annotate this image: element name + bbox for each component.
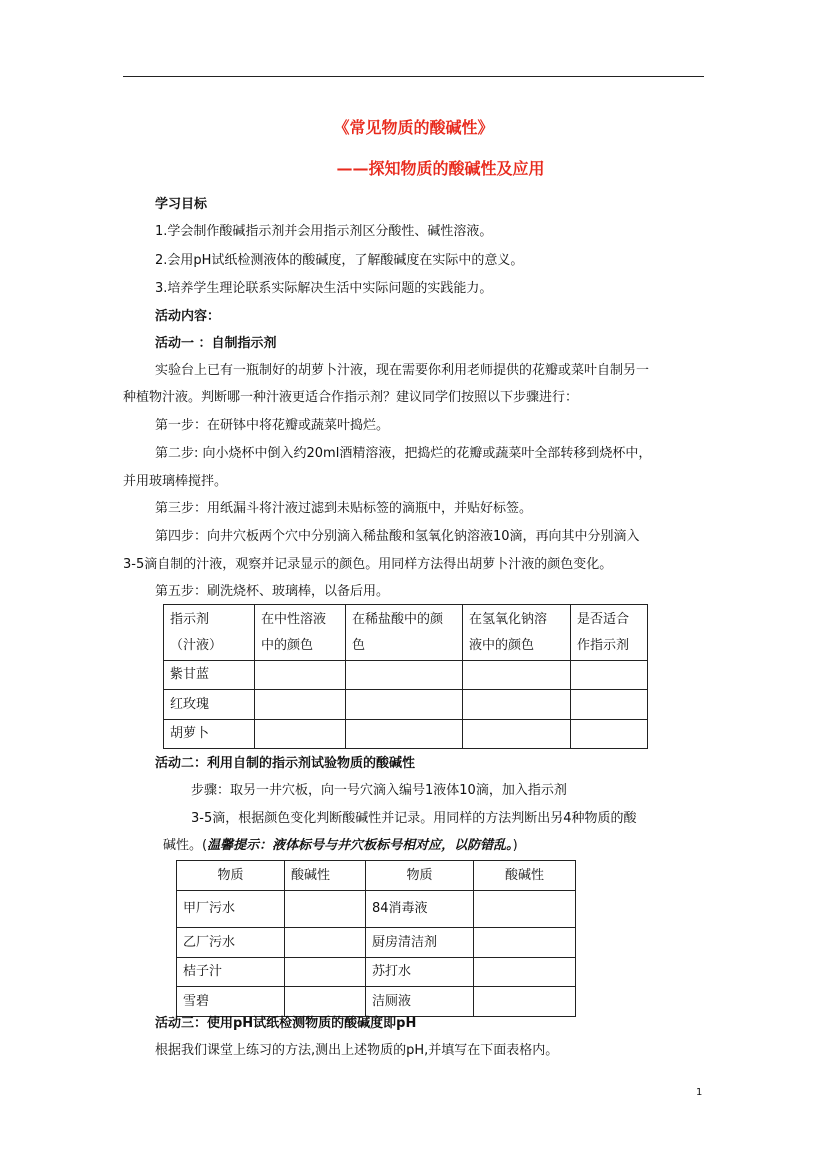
table-row	[164, 690, 648, 720]
activity-2-heading: 活动二：利用自制的指示剂试验物质的酸碱性	[155, 756, 416, 771]
indicator-table-header	[164, 605, 648, 661]
empty-cell	[255, 690, 346, 720]
header-substance-right: 物质	[366, 861, 474, 891]
table-row	[164, 720, 648, 749]
header-hcl-line-2: 色	[352, 638, 366, 653]
substance-right: 84消毒液	[366, 891, 474, 928]
header-substance-left: 物质	[177, 861, 285, 891]
activity-1-intro-line-1: 实验台上已有一瓶制好的胡萝卜汁液，现在需要你利用老师提供的花瓣或菜叶自制另一	[155, 363, 650, 378]
activity-2-para-end: )	[512, 838, 518, 853]
header-indicator-line-2: （汁液）	[170, 638, 223, 653]
substance-table	[176, 860, 576, 1017]
substance-table-header	[177, 861, 576, 891]
substance-right: 苏打水	[366, 958, 474, 987]
content-heading: 活动内容：	[155, 309, 221, 324]
table-row	[177, 891, 576, 928]
substance-right: 洁厕液	[366, 987, 474, 1017]
empty-cell	[285, 987, 366, 1017]
activity-2-para-start: 碱性。(	[163, 838, 208, 853]
step-2-line-1: 第二步: 向小烧杯中倒入约20ml酒精溶液，把捣烂的花瓣或蔬菜叶全部转移到烧杯中，	[155, 446, 652, 461]
step-3: 第三步：用纸漏斗将汁液过滤到未贴标签的滴瓶中，并贴好标签。	[155, 501, 533, 516]
indicator-table	[163, 604, 648, 749]
empty-cell	[346, 661, 463, 690]
empty-cell	[346, 690, 463, 720]
header-naoh	[463, 605, 571, 661]
step-5: 第五步：刷洗烧杯、玻璃棒，以备后用。	[155, 584, 390, 599]
empty-cell	[285, 928, 366, 958]
header-acidity-left: 酸碱性	[285, 861, 366, 891]
empty-cell	[474, 987, 576, 1017]
document-title: 《常见物质的酸碱性》	[333, 118, 494, 137]
empty-cell	[571, 720, 648, 749]
step-2-line-2: 并用玻璃棒搅拌。	[123, 474, 228, 489]
header-hcl	[346, 605, 463, 661]
activity-2-para-line-1: 步骤：取另一井穴板，向一号穴滴入编号1液体10滴，加入指示剂	[191, 783, 567, 798]
activity-2-para-line-2: 3-5滴，根据颜色变化判断酸碱性并记录。用同样的方法判断出另4种物质的酸	[191, 811, 637, 826]
table-row	[177, 987, 576, 1017]
empty-cell	[463, 720, 571, 749]
table-row	[177, 958, 576, 987]
empty-cell	[255, 720, 346, 749]
empty-cell	[474, 928, 576, 958]
header-neutral-line-1: 在中性溶液	[261, 612, 327, 627]
header-indicator-line-1: 指示剂	[170, 612, 210, 627]
table-row	[164, 661, 648, 690]
activity-3-para: 根据我们课堂上练习的方法,测出上述物质的pH,并填写在下面表格内。	[155, 1043, 559, 1058]
page-number: 1	[696, 1087, 703, 1098]
header-hcl-line-1: 在稀盐酸中的颜	[352, 612, 444, 627]
tip-note: 温馨提示：液体标号与井穴板标号相对应，以防错乱。	[207, 838, 513, 853]
substance-left: 雪碧	[177, 987, 285, 1017]
indicator-name: 紫甘蓝	[164, 661, 255, 690]
step-1: 第一步：在研钵中将花瓣或蔬菜叶捣烂。	[155, 418, 390, 433]
table-row	[177, 928, 576, 958]
empty-cell	[571, 690, 648, 720]
header-suitable-line-2: 作指示剂	[577, 638, 630, 653]
header-suitable-line-1: 是否适合	[577, 612, 630, 627]
header-indicator	[164, 605, 255, 661]
goal-3: 3.培养学生理论联系实际解决生活中实际问题的实践能力。	[155, 281, 493, 296]
empty-cell	[346, 720, 463, 749]
activity-1-intro-line-2: 种植物汁液。判断哪一种汁液更适合作指示剂？建议同学们按照以下步骤进行：	[123, 390, 579, 405]
step-4-line-2: 3-5滴自制的汁液，观察并记录显示的颜色。用同样方法得出胡萝卜汁液的颜色变化。	[123, 557, 613, 572]
step-4-line-1: 第四步：向井穴板两个穴中分别滴入稀盐酸和氢氧化钠溶液10滴，再向其中分别滴入	[155, 529, 640, 544]
document-subtitle: ——探知物质的酸碱性及应用	[336, 159, 545, 178]
header-neutral	[255, 605, 346, 661]
substance-left: 甲厂污水	[177, 891, 285, 928]
empty-cell	[285, 891, 366, 928]
header-suitable	[571, 605, 648, 661]
activity-1-heading: 活动一 ：自制指示剂	[155, 336, 277, 351]
empty-cell	[474, 891, 576, 928]
substance-left: 乙厂污水	[177, 928, 285, 958]
indicator-name: 红玫瑰	[164, 690, 255, 720]
activity-3-heading: 活动三：使用pH试纸检测物质的酸碱度即pH	[155, 1016, 417, 1031]
indicator-name: 胡萝卜	[164, 720, 255, 749]
goal-1: 1.学会制作酸碱指示剂并会用指示剂区分酸性、碱性溶液。	[155, 224, 493, 239]
substance-left: 桔子汁	[177, 958, 285, 987]
header-naoh-line-2: 液中的颜色	[469, 638, 535, 653]
empty-cell	[571, 661, 648, 690]
activity-2-para-line-3	[163, 836, 518, 856]
header-neutral-line-2: 中的颜色	[261, 638, 314, 653]
header-acidity-right: 酸碱性	[474, 861, 576, 891]
goals-heading: 学习目标	[155, 197, 208, 212]
empty-cell	[255, 661, 346, 690]
empty-cell	[474, 958, 576, 987]
substance-right: 厨房清洁剂	[366, 928, 474, 958]
goal-2: 2.会用pH试纸检测液体的酸碱度，了解酸碱度在实际中的意义。	[155, 253, 524, 268]
empty-cell	[285, 958, 366, 987]
header-rule	[123, 76, 704, 77]
header-naoh-line-1: 在氢氧化钠溶	[469, 612, 548, 627]
empty-cell	[463, 690, 571, 720]
empty-cell	[463, 661, 571, 690]
